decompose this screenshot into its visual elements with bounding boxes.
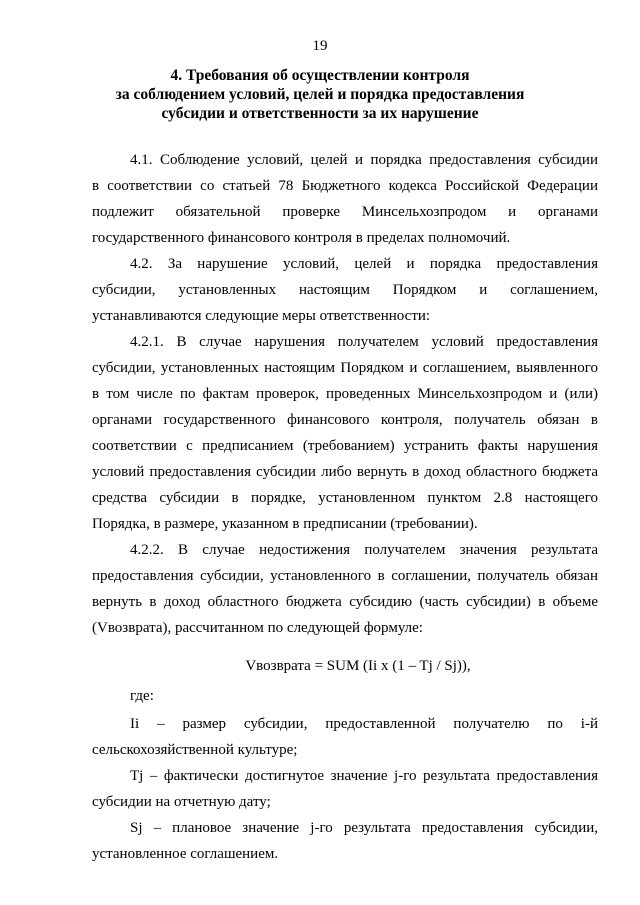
text-line: субсидии, установленных настоящим Порядком и соглашением, выявленного: [92, 360, 598, 376]
definition-sj: [92, 815, 598, 867]
text-line: условий предоставления субсидии либо вернуть в доход областного бюджета: [92, 464, 598, 480]
text-line: субсидии на отчетную дату;: [92, 794, 271, 810]
paragraph-4-2: [92, 251, 598, 329]
text-line: вернуть в доход областного бюджета субсидию (часть субсидии) в объеме: [92, 594, 598, 610]
text-line: соответствии с предписанием (требованием) устранить факты нарушения: [92, 438, 598, 454]
text-line: 4.2.1. В случае нарушения получателем условий предоставления: [130, 334, 598, 350]
text-line: 4.2. За нарушение условий, целей и порядка предоставления: [130, 256, 598, 272]
where-label: где:: [130, 688, 154, 704]
heading-line: 4. Требования об осуществлении контроля: [170, 67, 470, 84]
heading-line: субсидии и ответственности за их нарушение: [161, 105, 479, 122]
text-line: Sj – плановое значение j-го результата предоставления субсидии,: [130, 820, 598, 836]
text-line: устанавливаются следующие меры ответственности:: [92, 308, 431, 324]
text-line: государственного финансового контроля в пределах полномочий.: [92, 230, 511, 246]
formula: Vвозврата = SUM (Ii x (1 – Tj / Sj)),: [245, 658, 471, 674]
text-line: в том числе по фактам проверок, проведенных Минсельхозпродом и (или): [92, 386, 598, 402]
paragraph-4-2-1: [92, 329, 598, 537]
section-heading: [110, 66, 530, 123]
text-line: (Vвозврата), рассчитанном по следующей формуле:: [92, 620, 423, 636]
text-line: сельскохозяйственной культуре;: [92, 742, 298, 758]
text-line: 4.2.2. В случае недостижения получателем значения результата: [130, 542, 598, 558]
text-line: субсидии, установленных настоящим Порядком и соглашением,: [92, 282, 598, 298]
text-line: в соответствии со статьей 78 Бюджетного кодекса Российской Федерации: [92, 178, 598, 194]
text-line: подлежит обязательной проверке Минсельхозпродом и органами: [92, 204, 598, 220]
paragraph-4-2-2: [92, 537, 598, 641]
paragraph-4-1: [92, 147, 598, 251]
text-line: органами государственного финансового контроля, получатель обязан в: [92, 412, 598, 428]
definition-ii: [92, 711, 598, 763]
text-line: Ii – размер субсидии, предоставленной получателю по i-й: [130, 716, 598, 732]
text-line: установленное соглашением.: [92, 846, 279, 862]
text-line: Порядка, в размере, указанном в предписании (требовании).: [92, 516, 478, 532]
definition-tj: [92, 763, 598, 815]
text-line: предоставления субсидии, установленного в соглашении, получатель обязан: [92, 568, 598, 584]
page-number: 19: [312, 38, 328, 54]
text-line: 4.1. Соблюдение условий, целей и порядка предоставления субсидии: [130, 152, 598, 168]
text-line: средства субсидии в порядке, установленном пунктом 2.8 настоящего: [92, 490, 598, 506]
text-line: Tj – фактически достигнутое значение j-го результата предоставления: [130, 768, 598, 784]
heading-line: за соблюдением условий, целей и порядка предоставления: [115, 86, 525, 103]
